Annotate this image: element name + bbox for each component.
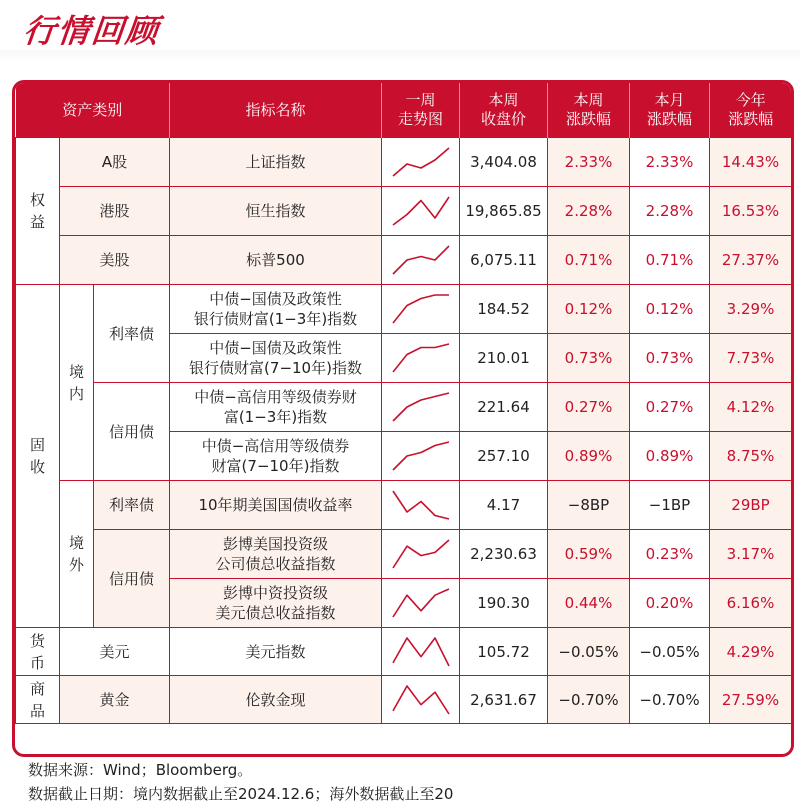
sparkline-series (393, 246, 449, 274)
indicator-cell: 中债−国债及政策性 银行债财富(7−10年)指数 (170, 334, 382, 383)
sparkline-chart (390, 292, 452, 326)
month-change-cell: 0.23% (630, 530, 710, 579)
month-change-cell: −0.05% (630, 628, 710, 676)
ytd-change-cell: 14.43% (710, 138, 792, 187)
category-cell: 利率债 (94, 481, 170, 530)
sparkline-chart (390, 243, 452, 277)
table-row (16, 236, 792, 285)
ytd-change-cell: 7.73% (710, 334, 792, 383)
ytd-change-cell: 6.16% (710, 579, 792, 628)
month-change-cell: 0.73% (630, 334, 710, 383)
week-change-cell: 2.33% (548, 138, 630, 187)
week-change-cell: 0.71% (548, 236, 630, 285)
data-source-note: 数据来源：Wind；Bloomberg。 (28, 761, 253, 779)
close-cell: 210.01 (460, 334, 548, 383)
trend-cell (382, 383, 460, 432)
month-change-cell: 0.20% (630, 579, 710, 628)
indicator-cell: 彭博美国投资级 公司债总收益指数 (170, 530, 382, 579)
week-change-cell: 0.89% (548, 432, 630, 481)
indicator-cell: 10年期美国国债收益率 (170, 481, 382, 530)
sparkline-chart (390, 341, 452, 375)
sparkline-chart (390, 537, 452, 571)
sparkline-series (393, 442, 449, 470)
category-cell: 黄金 (60, 676, 170, 724)
trend-cell (382, 236, 460, 285)
table-row (16, 138, 792, 187)
sparkline-chart (390, 145, 452, 179)
indicator-cell: 美元指数 (170, 628, 382, 676)
title-divider (0, 50, 800, 62)
indicator-cell: 彭博中资投资级 美元债总收益指数 (170, 579, 382, 628)
sparkline-series (393, 686, 449, 714)
trend-cell (382, 285, 460, 334)
group-equity: 权 益 (16, 138, 60, 285)
close-cell: 19,865.85 (460, 187, 548, 236)
ytd-change-cell: 27.37% (710, 236, 792, 285)
month-change-cell: 0.71% (630, 236, 710, 285)
week-change-cell: 0.27% (548, 383, 630, 432)
week-change-cell: 0.12% (548, 285, 630, 334)
market-review-table-frame (12, 80, 794, 757)
trend-cell (382, 334, 460, 383)
sparkline-series (393, 638, 449, 666)
header-indicator: 指标名称 (170, 83, 382, 138)
category-cell: A股 (60, 138, 170, 187)
ytd-change-cell: 3.29% (710, 285, 792, 334)
indicator-cell: 中债−高信用等级债券财 富(1−3年)指数 (170, 383, 382, 432)
week-change-cell: 2.28% (548, 187, 630, 236)
category-cell: 信用债 (94, 383, 170, 481)
sparkline-series (393, 393, 449, 421)
group-overseas: 境 外 (60, 481, 94, 628)
indicator-cell: 标普500 (170, 236, 382, 285)
header-month-change: 本月 涨跌幅 (630, 83, 710, 138)
month-change-cell: 0.89% (630, 432, 710, 481)
week-change-cell: −8BP (548, 481, 630, 530)
trend-cell (382, 138, 460, 187)
table-row (16, 285, 792, 334)
data-cutoff-note: 数据截止日期：境内数据截止至2024.12.6；海外数据截止至20 (28, 785, 454, 803)
group-currency: 货 币 (16, 628, 60, 676)
ytd-change-cell: 27.59% (710, 676, 792, 724)
ytd-change-cell: 16.53% (710, 187, 792, 236)
indicator-cell: 上证指数 (170, 138, 382, 187)
market-review-table (15, 83, 792, 724)
header-week-change: 本周 涨跌幅 (548, 83, 630, 138)
group-domestic: 境 内 (60, 285, 94, 481)
close-cell: 3,404.08 (460, 138, 548, 187)
month-change-cell: 2.28% (630, 187, 710, 236)
table-row (16, 383, 792, 432)
ytd-change-cell: 4.29% (710, 628, 792, 676)
indicator-cell: 中债−国债及政策性 银行债财富(1−3年)指数 (170, 285, 382, 334)
week-change-cell: 0.59% (548, 530, 630, 579)
ytd-change-cell: 3.17% (710, 530, 792, 579)
close-cell: 190.30 (460, 579, 548, 628)
trend-cell (382, 628, 460, 676)
indicator-cell: 恒生指数 (170, 187, 382, 236)
ytd-change-cell: 29BP (710, 481, 792, 530)
table-row (16, 481, 792, 530)
header-ytd-change: 今年 涨跌幅 (710, 83, 792, 138)
table-row (16, 628, 792, 676)
category-cell: 港股 (60, 187, 170, 236)
trend-cell (382, 579, 460, 628)
month-change-cell: −1BP (630, 481, 710, 530)
trend-cell (382, 432, 460, 481)
table-row (16, 530, 792, 579)
week-change-cell: 0.73% (548, 334, 630, 383)
footer-notes (28, 758, 453, 806)
close-cell: 257.10 (460, 432, 548, 481)
category-cell: 利率债 (94, 285, 170, 383)
sparkline-series (393, 540, 449, 568)
close-cell: 6,075.11 (460, 236, 548, 285)
sparkline-series (393, 295, 449, 323)
sparkline-series (393, 589, 449, 617)
month-change-cell: 0.12% (630, 285, 710, 334)
month-change-cell: 2.33% (630, 138, 710, 187)
header-asset-class: 资产类别 (16, 83, 170, 138)
group-commodity: 商 品 (16, 676, 60, 724)
close-cell: 184.52 (460, 285, 548, 334)
trend-cell (382, 676, 460, 724)
sparkline-series (393, 148, 449, 176)
indicator-cell: 伦敦金现 (170, 676, 382, 724)
ytd-change-cell: 4.12% (710, 383, 792, 432)
close-cell: 221.64 (460, 383, 548, 432)
page-title: 行情回顾 (21, 12, 162, 50)
header-row (16, 83, 792, 138)
close-cell: 105.72 (460, 628, 548, 676)
sparkline-chart (390, 488, 452, 522)
sparkline-chart (390, 586, 452, 620)
trend-cell (382, 187, 460, 236)
week-change-cell: 0.44% (548, 579, 630, 628)
month-change-cell: 0.27% (630, 383, 710, 432)
category-cell: 美股 (60, 236, 170, 285)
sparkline-chart (390, 439, 452, 473)
indicator-cell: 中债−高信用等级债券 财富(7−10年)指数 (170, 432, 382, 481)
week-change-cell: −0.70% (548, 676, 630, 724)
close-cell: 2,631.67 (460, 676, 548, 724)
sparkline-series (393, 344, 449, 372)
header-trend: 一周 走势图 (382, 83, 460, 138)
category-cell: 信用债 (94, 530, 170, 628)
group-fixed-income: 固 收 (16, 285, 60, 628)
sparkline-chart (390, 194, 452, 228)
ytd-change-cell: 8.75% (710, 432, 792, 481)
trend-cell (382, 481, 460, 530)
sparkline-chart (390, 390, 452, 424)
sparkline-series (393, 491, 449, 519)
sparkline-series (393, 197, 449, 225)
week-change-cell: −0.05% (548, 628, 630, 676)
close-cell: 4.17 (460, 481, 548, 530)
sparkline-chart (390, 635, 452, 669)
table-row (16, 187, 792, 236)
trend-cell (382, 530, 460, 579)
table-row (16, 676, 792, 724)
month-change-cell: −0.70% (630, 676, 710, 724)
header-close: 本周 收盘价 (460, 83, 548, 138)
sparkline-chart (390, 683, 452, 717)
category-cell: 美元 (60, 628, 170, 676)
close-cell: 2,230.63 (460, 530, 548, 579)
